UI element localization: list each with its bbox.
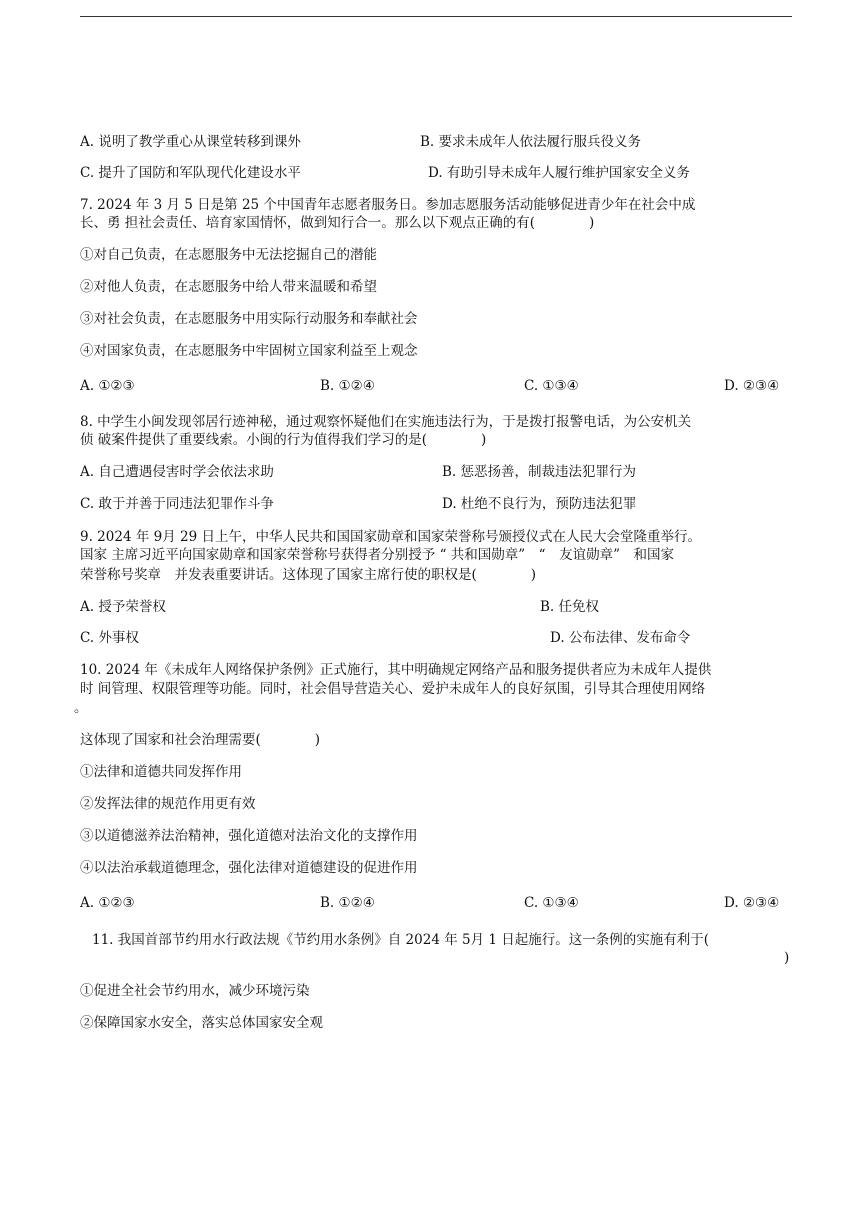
q10-stem-line2: 时 间管理、权限管理等功能。同时，社会倡导营造关心、爱护未成年人的良好氛围，引导其合理使用网络 (80, 681, 706, 697)
q10-item-4: ④以法治承载道德理念，强化法律对道德建设的促进作用 (80, 860, 418, 876)
q7-item-2: ②对他人负责，在志愿服务中给人带来温暖和希望 (80, 279, 377, 295)
q9-option-b: B. 任免权 (540, 599, 600, 615)
q8-option-d: D. 杜绝不良行为，预防违法犯罪 (442, 496, 637, 512)
q10-stem-line4: 这体现了国家和社会治理需要( ) (80, 732, 321, 748)
q7-item-4: ④对国家负责，在志愿服务中牢固树立国家利益至上观念 (80, 343, 418, 359)
q7-item-3: ③对社会负责，在志愿服务中用实际行动服务和奉献社会 (80, 311, 418, 327)
q11-stem-line2: ) (784, 950, 790, 966)
q9-option-c: C. 外事权 (80, 630, 139, 646)
q10-stem-line1: 10. 2024 年《未成年人网络保护条例》正式施行，其中明确规定网络产品和服务提供者应为未成年人提供 (80, 662, 712, 678)
q7-option-a: A. ①②③ (80, 378, 135, 394)
q6-option-c: C. 提升了国防和军队现代化建设水平 (80, 165, 301, 181)
q10-item-2: ②发挥法律的规范作用更有效 (80, 796, 256, 812)
q8-stem-line2: 侦 破案件提供了重要线索。小闽的行为值得我们学习的是( ) (80, 432, 487, 448)
q9-stem-line2: 国家 主席习近平向国家勋章和国家荣誉称号获得者分别授予 “ 共和国勋章” “ 友谊勋章” 和国家 (80, 547, 674, 563)
q8-option-b: B. 惩恶扬善，制裁违法犯罪行为 (442, 464, 637, 480)
q8-option-a: A. 自己遭遇侵害时学会依法求助 (80, 464, 274, 480)
q7-option-c: C. ①③④ (524, 378, 579, 394)
q7-option-d: D. ②③④ (724, 378, 780, 394)
q11-item-1: ①促进全社会节约用水，减少环境污染 (80, 983, 310, 999)
q7-option-b: B. ①②④ (320, 378, 375, 394)
q10-item-3: ③以道德滋养法治精神，强化道德对法治文化的支撑作用 (80, 828, 418, 844)
q11-stem-line1: 11. 我国首部节约用水行政法规《节约用水条例》自 2024 年 5月 1 日起施行。这一条例的实施有利于( (92, 932, 710, 948)
q9-option-a: A. 授予荣誉权 (80, 599, 166, 615)
q10-item-1: ①法律和道德共同发挥作用 (80, 764, 242, 780)
q8-option-c: C. 敢于并善于同违法犯罪作斗争 (80, 496, 274, 512)
q6-option-d: D. 有助引导未成年人履行维护国家安全义务 (428, 165, 690, 181)
q6-option-b: B. 要求未成年人依法履行服兵役义务 (420, 134, 642, 150)
q10-option-c: C. ①③④ (524, 895, 579, 911)
q11-item-2: ②保障国家水安全，落实总体国家安全观 (80, 1015, 323, 1031)
q7-stem-line1: 7. 2024 年 3 月 5 日是第 25 个中国青年志愿者服务日。参加志愿服务活动能够促进青少年在社会中成 (80, 197, 696, 213)
q8-stem-line1: 8. 中学生小闽发现邻居行迹神秘，通过观察怀疑他们在实施违法行为，于是拨打报警电话，为公安机关 (80, 414, 692, 430)
q9-stem-line1: 9. 2024 年 9月 29 日上午，中华人民共和国国家勋章和国家荣誉称号颁授仪式在人民大会堂隆重举行。 (80, 529, 701, 545)
q6-option-a: A. 说明了教学重心从课堂转移到课外 (80, 134, 301, 150)
q10-stem-line3: 。 (74, 700, 88, 716)
q10-option-a: A. ①②③ (80, 895, 135, 911)
q10-option-b: B. ①②④ (320, 895, 375, 911)
header-rule (80, 16, 792, 17)
q7-item-1: ①对自己负责，在志愿服务中无法挖掘自己的潜能 (80, 247, 377, 263)
q9-stem-line3: 荣誉称号奖章 并发表重要讲话。这体现了国家主席行使的职权是( ) (80, 567, 537, 583)
q10-option-d: D. ②③④ (724, 895, 780, 911)
q7-stem-line2: 长、勇 担社会责任、培育家国情怀，做到知行合一。那么以下观点正确的有( ) (80, 215, 595, 231)
q9-option-d: D. 公布法律、发布命令 (550, 630, 691, 646)
